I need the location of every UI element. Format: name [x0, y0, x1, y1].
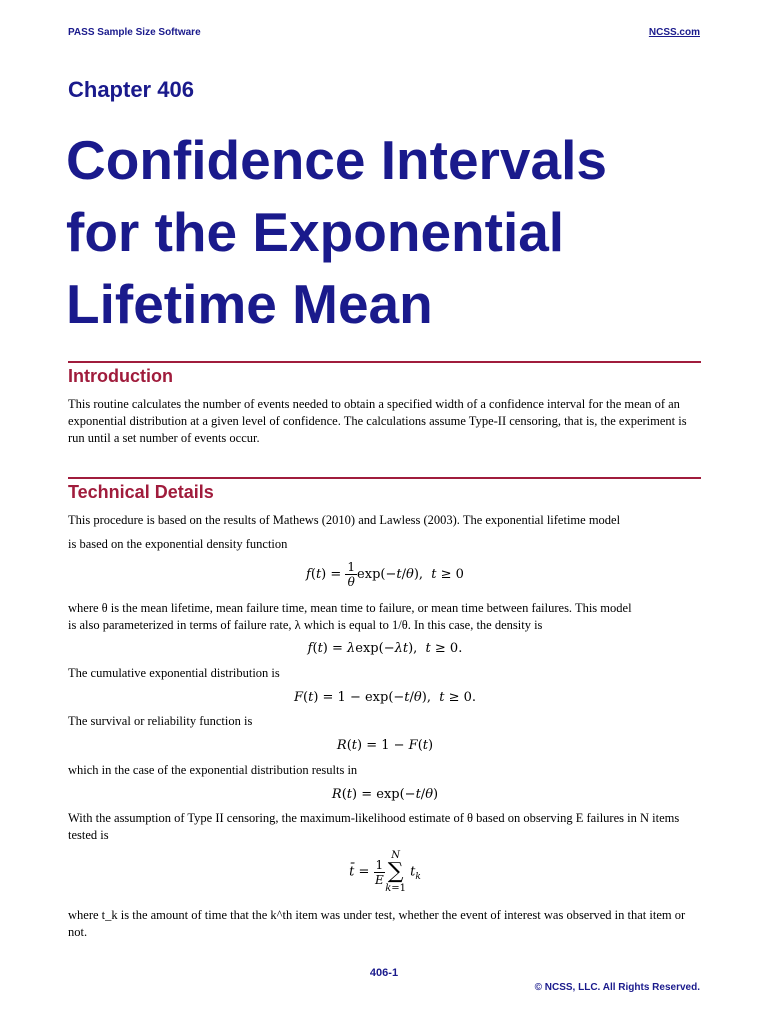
page-number: 406-1	[369, 967, 399, 979]
header-software-name: PASS Sample Size Software	[68, 27, 201, 38]
technical-paragraph-1: This procedure is based on the results of Mathews (2010) and Lawless (2003). The exponential lifetime model	[68, 513, 621, 527]
equation-cumulative: F(t) = 1 − exp(−t/θ), t ≥ 0.	[293, 690, 477, 705]
title-line-2: for the Exponential	[66, 201, 565, 263]
technical-paragraph-2: is based on the exponential density function	[68, 537, 288, 551]
header-site-link[interactable]: NCSS.com	[648, 27, 700, 38]
title-line-1: Confidence Intervals	[66, 129, 607, 191]
technical-paragraph-7: With the assumption of Type II censoring, the maximum-likelihood estimate of θ based on observing E failures in N items tested is	[68, 811, 680, 842]
technical-paragraph-8: where t_k is the amount of time that the k^th item was under test, whether the event of interest was observed in that item or not.	[68, 908, 686, 939]
section-divider	[68, 477, 701, 479]
section-heading-introduction: Introduction	[68, 366, 173, 386]
technical-paragraph-3a: where θ is the mean lifetime, mean failure time, mean time to failure, or mean time between failures. This model	[68, 601, 632, 615]
copyright-notice: © NCSS, LLC. All Rights Reserved.	[534, 982, 700, 993]
technical-paragraph-4: The cumulative exponential distribution is	[68, 666, 280, 680]
technical-paragraph-6: which in the case of the exponential distribution results in	[68, 763, 358, 777]
equation-survival-exponential: R(t) = exp(−t/θ)	[331, 787, 439, 802]
equation-survival: R(t) = 1 − F(t)	[336, 738, 434, 753]
technical-paragraph-3b: is also parameterized in terms of failure rate, λ which is equal to 1/θ. In this case, the density is	[68, 618, 543, 632]
equation-mle: t̄ = $\frac{1}{E}$ N ∑ k=1 $t_k$	[349, 850, 421, 894]
technical-paragraph-5: The survival or reliability function is	[68, 714, 253, 728]
equation-density-lambda: f(t) = λexp(−λt), t ≥ 0.	[307, 641, 463, 656]
page-title	[66, 124, 726, 340]
equation-density-theta: f(t) = $\frac{1}{\theta}$ exp(−t/θ), t ≥ 0	[306, 560, 464, 589]
title-line-3: Lifetime Mean	[66, 273, 433, 335]
section-divider	[68, 361, 701, 363]
introduction-paragraph: This routine calculates the number of events needed to obtain a specified width of a confidence interval for the mean of an exponential distribution at a given level of confidence. The calculations assume Type-II censoring, that is, the experiment is run until a set number of events occur.	[68, 397, 687, 445]
section-heading-technical-details: Technical Details	[68, 482, 214, 502]
chapter-number: Chapter 406	[68, 77, 194, 102]
